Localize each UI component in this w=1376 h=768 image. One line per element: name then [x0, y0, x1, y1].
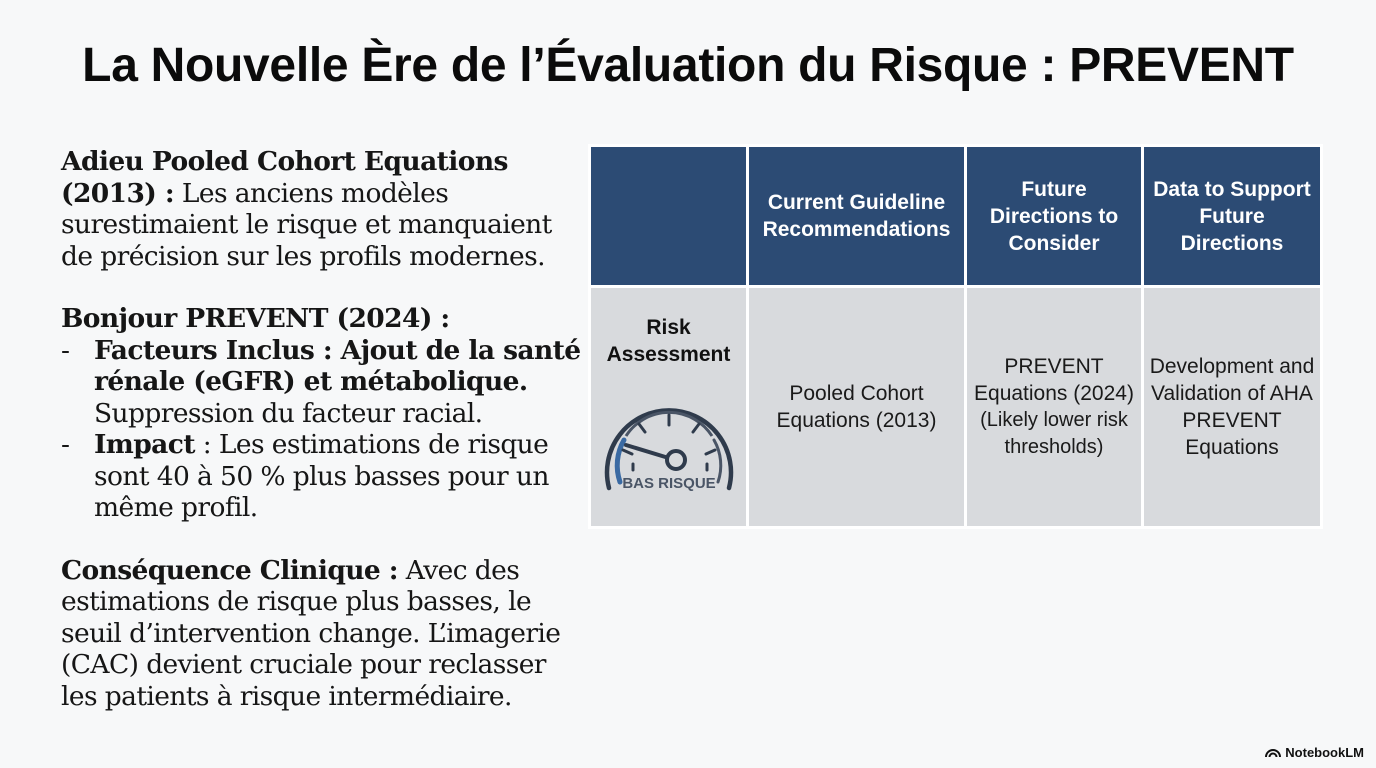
bullet-bold-text: Impact [94, 429, 195, 460]
bullet-dash: - [61, 429, 70, 460]
table-header-row [590, 146, 1322, 287]
slide-title: La Nouvelle Ère de l’Évaluation du Risque : PREVENT [82, 39, 1294, 92]
bullet-item [61, 335, 581, 430]
paragraph-clinical-consequence [61, 555, 581, 713]
cell-future [966, 287, 1143, 528]
left-text-panel [61, 146, 581, 712]
row-label: Risk Assessment [606, 316, 731, 366]
bullet-item [61, 429, 581, 524]
cell-current: Pooled Cohort Equations (2013) [748, 287, 966, 528]
gauge-icon [596, 384, 742, 500]
brand-label: NotebookLM [1285, 745, 1364, 760]
table-header-data: Data to Support Future Directions [1143, 146, 1322, 287]
gauge-label: BAS RISQUE [621, 475, 716, 492]
table-header-current: Current Guideline Recommendations [748, 146, 966, 287]
notebooklm-logo-icon [1265, 747, 1281, 758]
bullet-bold-text: Facteurs Inclus : Ajout de la santé rénale (eGFR) et métabolique. [94, 334, 581, 397]
paragraph-heading: Adieu Pooled Cohort Equations (2013) : [61, 146, 508, 209]
cell-data: Development and Validation of AHA PREVENT Equations [1143, 287, 1322, 528]
table-header-future: Future Directions to Consider [966, 146, 1143, 287]
notebooklm-brand [1265, 745, 1364, 760]
bullet-text: Suppression du facteur racial. [94, 397, 483, 429]
table-row [590, 287, 1322, 528]
paragraph-heading: Bonjour PREVENT (2024) : [61, 303, 450, 334]
paragraph-heading: Conséquence Clinique : [61, 554, 398, 586]
paragraph-text: Avec des estimations de risque plus basses, le seuil d’intervention change. L’imagerie (CAC) devient cruciale pour reclasser les patients à risque intermédiaire. [61, 554, 561, 712]
cell-future-main: PREVENT Equations (2024) [974, 355, 1134, 405]
paragraph-pooled-cohort [61, 146, 581, 272]
table-header-empty [590, 146, 748, 287]
paragraph-text: Les anciens modèles surestimaient le risque et manquaient de précision sur les profils modernes. [61, 177, 552, 272]
guideline-table [588, 144, 1323, 529]
paragraph-prevent-heading [61, 303, 581, 335]
cell-future-note: (Likely lower risk thresholds) [980, 409, 1128, 458]
bullet-text: : Les estimations de risque sont 40 à 50 % plus basses pour un même profil. [94, 429, 549, 523]
bullet-dash: - [61, 334, 70, 366]
row-label-cell [590, 287, 748, 528]
